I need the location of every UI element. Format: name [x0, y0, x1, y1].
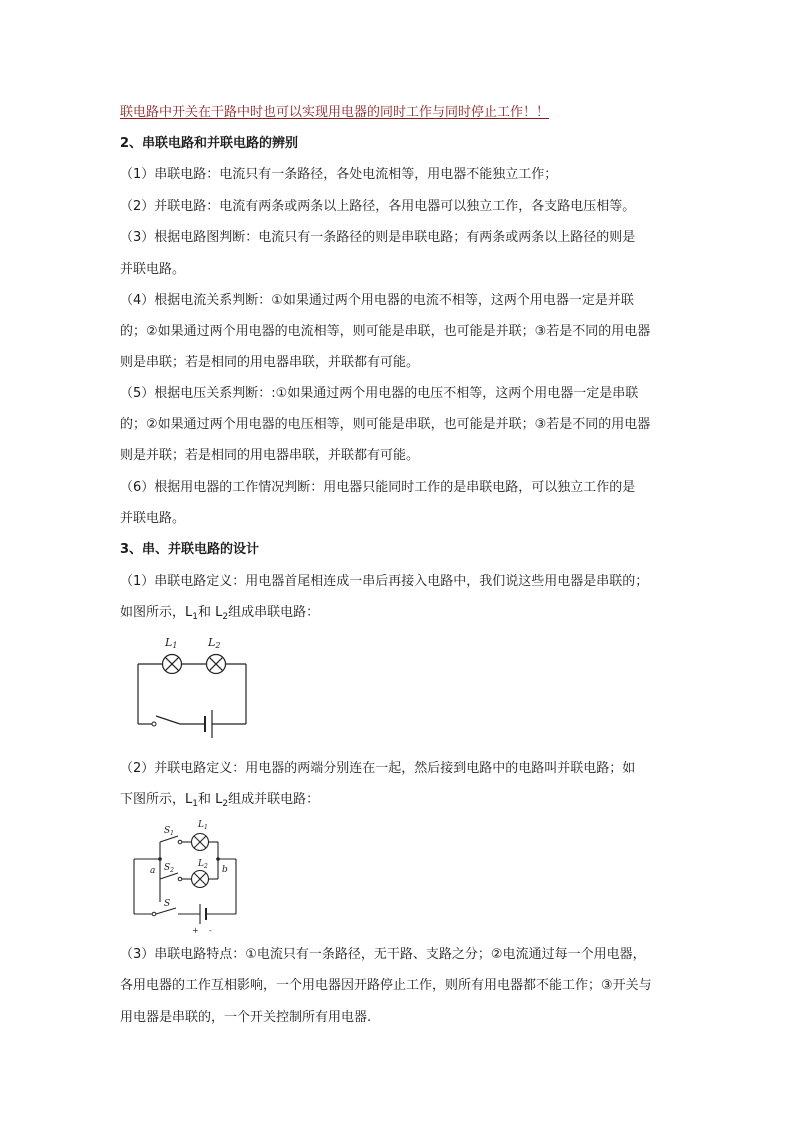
paragraph-line: （2）并联电路：电流有两条或两条以上路径，各用电器可以独立工作，各支路电压相等。	[120, 199, 636, 214]
figure-caption-parallel: 下图所示，$L_1$和 $L_2$组成并联电路：	[120, 792, 320, 809]
paragraph-line: 则是串联；若是相同的用电器串联，并联都有可能。	[120, 355, 420, 370]
parallel-circuit-diagram	[130, 814, 250, 934]
paragraph-line: 各用电器的工作互相影响，一个用电器因开路停止工作，则所有用电器都不能工作；③开关与	[120, 978, 652, 993]
paragraph-line: 并联电路。	[120, 262, 186, 277]
paragraph-line: 的；②如果通过两个用电器的电流相等，则可能是串联，也可能是并联；③若是不同的用电器	[120, 324, 651, 339]
label-plus: +	[192, 926, 199, 934]
switch-s1-icon	[160, 836, 178, 842]
series-circuit-diagram	[130, 630, 260, 746]
label-switch-s: S	[164, 899, 171, 909]
paragraph-line: 的；②如果通过两个用电器的电压相等，则可能是串联，也可能是并联；③若是不同的用电器	[120, 417, 651, 432]
paragraph-line: （4）根据电流关系判断：①如果通过两个用电器的电流不相等，这两个用电器一定是并联	[120, 293, 634, 308]
label-l2: $L_2$	[198, 859, 208, 870]
label-s1: $S_1$	[164, 826, 174, 837]
paragraph-line: 则是并联；若是相同的用电器串联，并联都有可能。	[120, 448, 420, 463]
section-heading-3: 3、串、并联电路的设计	[120, 542, 260, 557]
paragraph-line: 并联电路。	[120, 511, 186, 526]
label-node-b: b	[222, 865, 228, 875]
label-l1: $L_1$	[198, 820, 208, 831]
paragraph-line: （3）根据电路图判断：电流只有一条路径的则是串联电路；有两条或两条以上路径的则是	[120, 230, 636, 245]
label-l2: L2	[208, 636, 221, 650]
paragraph-line: （6）根据用电器的工作情况判断：用电器只能同时工作的是串联电路，可以独立工作的是	[120, 480, 636, 495]
label-minus: -	[209, 926, 212, 934]
switch-icon	[156, 716, 180, 724]
label-node-a: a	[150, 866, 156, 876]
paragraph-line: （1）串联电路定义：用电器首尾相连成一串后再接入电路中，我们说这些用电器是串联的；	[120, 574, 649, 589]
paragraph-line: （2）并联电路定义：用电器的两端分别连在一起，然后接到电路中的电路叫并联电路；如	[120, 761, 636, 776]
figure-caption-series: 如图所示，$L_1$和 $L_2$组成串联电路：	[120, 605, 320, 622]
label-l1: L1	[165, 636, 178, 650]
paragraph-line: （5）根据电压关系判断：:①如果通过两个用电器的电压不相等，这两个用电器一定是串联	[120, 386, 639, 401]
paragraph-line: （1）串联电路：电流只有一条路径，各处电流相等，用电器不能独立工作；	[120, 167, 558, 182]
continuation-line: 联电路中开关在干路中时也可以实现用电器的同时工作与同时停止工作！！	[120, 105, 550, 120]
paragraph-line: （3）串联电路特点：①电流只有一条路径，无干路、支路之分；②电流通过每一个用电器，	[120, 947, 646, 962]
label-s2: $S_2$	[164, 863, 174, 874]
paragraph-line: 用电器是串联的，一个开关控制所有用电器.	[120, 1010, 372, 1025]
switch-s2-icon	[160, 873, 178, 879]
section-heading-2: 2、串联电路和并联电路的辨别	[120, 136, 299, 151]
